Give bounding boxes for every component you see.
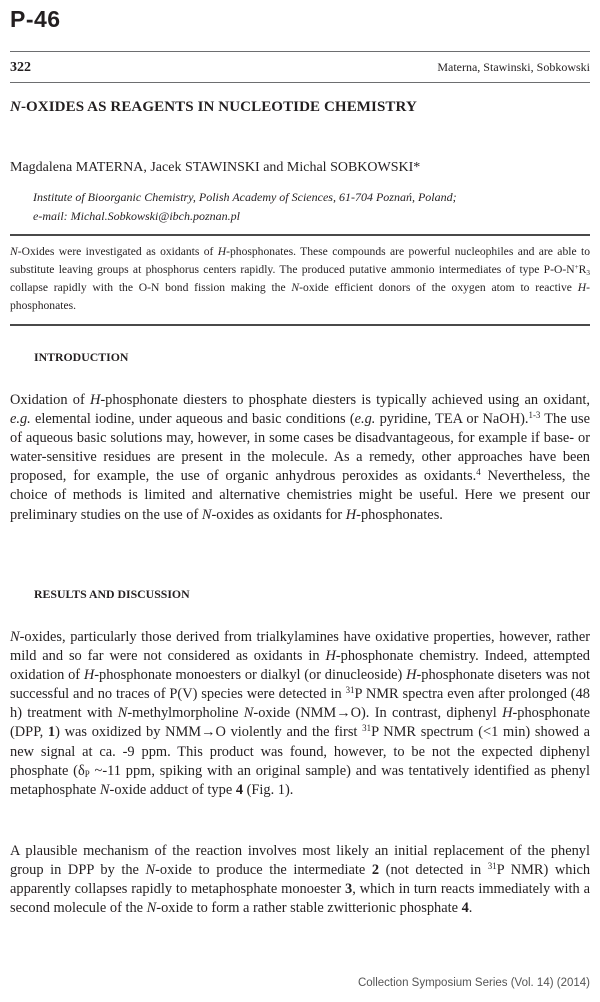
- results-text: , which in turn reacts immediately with a second molecule of the: [10, 881, 590, 917]
- header-rule: [10, 51, 590, 52]
- citation-ref: 4: [476, 467, 481, 478]
- paper-title: [10, 99, 417, 116]
- intro-text: The use of aqueous basic solutions may, however, in some cases be disadvantageous, for example if base- or water-sensitive residues are present in the molecule. As a remedy, other approaches have been proposed, for example, the use of organic anhydrous peroxides as oxidants.: [10, 411, 590, 485]
- results-n-oxide: N: [145, 862, 156, 879]
- results-text: -phosphonate chemistry. Indeed, attempted oxidation of: [10, 648, 590, 684]
- results-text: -phosphonate monoesters or dialkyl (or dinucleoside): [94, 667, 407, 684]
- results-paragraph-1: [10, 628, 590, 800]
- title-text: -OXIDES AS REAGENTS IN NUCLEOTIDE CHEMISTRY: [20, 99, 417, 115]
- affiliation-email: e-mail: Michal.Sobkowski@ibch.poznan.pl: [33, 209, 241, 223]
- intro-text: pyridine, TEA or NaOH).: [375, 411, 529, 428]
- results-h: H: [83, 667, 95, 684]
- abstract-text: -phosphonates.: [10, 281, 590, 312]
- results-text: P NMR) which apparently collapses rapidly to metaphosphate monoester: [10, 862, 591, 898]
- author-list: Magdalena MATERNA, Jacek STAWINSKI and Michal SOBKOWSKI*: [10, 160, 421, 175]
- page-number: 322: [10, 60, 31, 75]
- abstract-text: collapse rapidly with the O-N bond fission making the: [10, 281, 292, 294]
- intro-eg: e.g.: [10, 411, 31, 428]
- results-text: (not detected in: [379, 862, 488, 879]
- compound-number: 1: [47, 724, 56, 741]
- results-n-oxide: N: [117, 705, 128, 722]
- intro-text: Oxidation of: [10, 392, 90, 408]
- abstract-text: -phosphonates. These compounds are powerful nucleophiles and are able to substitute leaving groups at phosphorus centers rapidly. The produced putative ammonio intermediates of type P-O-N: [10, 245, 590, 276]
- results-text: ~-11 ppm, spiking with an original sample) and was tentatively identified as phenyl metaphosphate: [10, 762, 590, 798]
- isotope-sup: 31: [345, 685, 355, 696]
- compound-number: 4: [235, 781, 244, 798]
- results-text: -oxide to form a rather stable zwitterionic phosphate: [156, 900, 462, 917]
- intro-text: -phosphonate diesters to phosphate diesters is typically achieved using an oxidant,: [100, 392, 590, 408]
- footer-series: Collection Symposium Series (Vol. 14) (2014): [357, 977, 590, 989]
- citation-ref: 1-3: [528, 410, 541, 421]
- introduction-paragraph: [10, 391, 590, 525]
- intro-text: -phosphonates.: [356, 506, 443, 523]
- results-text: -oxide to produce the intermediate: [155, 862, 372, 879]
- results-text: .: [468, 900, 473, 917]
- compound-number: 3: [345, 881, 353, 898]
- compound-number: 4: [461, 900, 469, 917]
- title-italic-n: N: [10, 99, 21, 115]
- results-text: (Fig. 1).: [243, 781, 294, 798]
- abstract-text: -Oxides were investigated as oxidants of: [17, 245, 218, 258]
- abstract-text: -oxide efficient donors of the oxygen atom to reactive: [299, 281, 578, 294]
- abstract-sub: 3: [586, 268, 590, 277]
- abstract-top-rule: [10, 234, 590, 236]
- results-h: H: [325, 648, 336, 665]
- isotope-sup: 31: [362, 723, 372, 734]
- results-paragraph-2: [10, 842, 590, 918]
- abstract-n-oxide: N: [291, 281, 300, 294]
- abstract-h: H: [217, 245, 227, 258]
- isotope-sup: 31: [487, 861, 497, 872]
- running-authors: Materna, Stawinski, Sobkowski: [437, 60, 590, 74]
- results-h: H: [502, 705, 513, 722]
- results-text: -phosphonate (DPP,: [10, 705, 591, 741]
- abstract-text: R: [578, 263, 587, 276]
- delta-subscript: P: [84, 768, 90, 779]
- running-head-rule: [10, 82, 590, 83]
- results-text: -phosphonate diseters was not successful and no traces of P(V) species were detected in: [10, 667, 590, 703]
- results-n-oxide: N: [243, 705, 254, 722]
- intro-text: elemental iodine, under aqueous and basic conditions (: [30, 411, 355, 428]
- section-heading-introduction: INTRODUCTION: [34, 350, 129, 364]
- results-text: -oxides, particularly those derived from trialkylamines have oxidative properties, however, rather mild and so far were not considered as oxidants in: [10, 629, 590, 665]
- results-text: -methylmorpholine: [127, 705, 244, 722]
- results-n-oxide: N: [10, 629, 20, 645]
- section-heading-results: RESULTS AND DISCUSSION: [34, 587, 190, 601]
- compound-number: 2: [371, 862, 380, 879]
- intro-n-oxide: N: [201, 506, 212, 523]
- affiliation-institute: Institute of Bioorganic Chemistry, Polish Academy of Sciences, 61-704 Poznań, Poland;: [33, 190, 457, 204]
- results-text: ) was oxidized by NMM→O violently and the first: [55, 724, 363, 741]
- intro-eg: e.g.: [354, 411, 376, 428]
- results-text: P NMR spectra even after prolonged (48 h) treatment with: [10, 686, 590, 722]
- results-text: A plausible mechanism of the reaction involves most likely an initial replacement of the phenyl group in DPP by the: [10, 843, 590, 879]
- results-text: P NMR spectrum (<1 min) showed a new signal at ca. -9 ppm. This product was found, however, to be not the expected diphenyl phosphate (δ: [10, 724, 590, 779]
- intro-h: H: [89, 392, 101, 408]
- results-text: -oxide adduct of type: [109, 781, 236, 798]
- intro-h: H: [345, 506, 357, 523]
- poster-id: P-46: [10, 6, 61, 32]
- abstract-sup: +: [574, 263, 579, 272]
- results-n-oxide: N: [146, 900, 157, 917]
- intro-text: -oxides as oxidants for: [211, 506, 346, 523]
- abstract: [10, 243, 590, 315]
- results-n-oxide: N: [99, 781, 110, 798]
- results-h: H: [406, 667, 417, 684]
- abstract-h: H: [577, 281, 587, 294]
- intro-text: Nevertheless, the choice of methods is limited and alternative chemistries might be useful. Here we present our preliminary studies on the use of: [10, 468, 590, 523]
- results-text: -oxide (NMM→O). In contrast, diphenyl: [253, 705, 503, 722]
- abstract-n-oxide: N: [10, 245, 18, 258]
- abstract-bottom-rule: [10, 324, 590, 326]
